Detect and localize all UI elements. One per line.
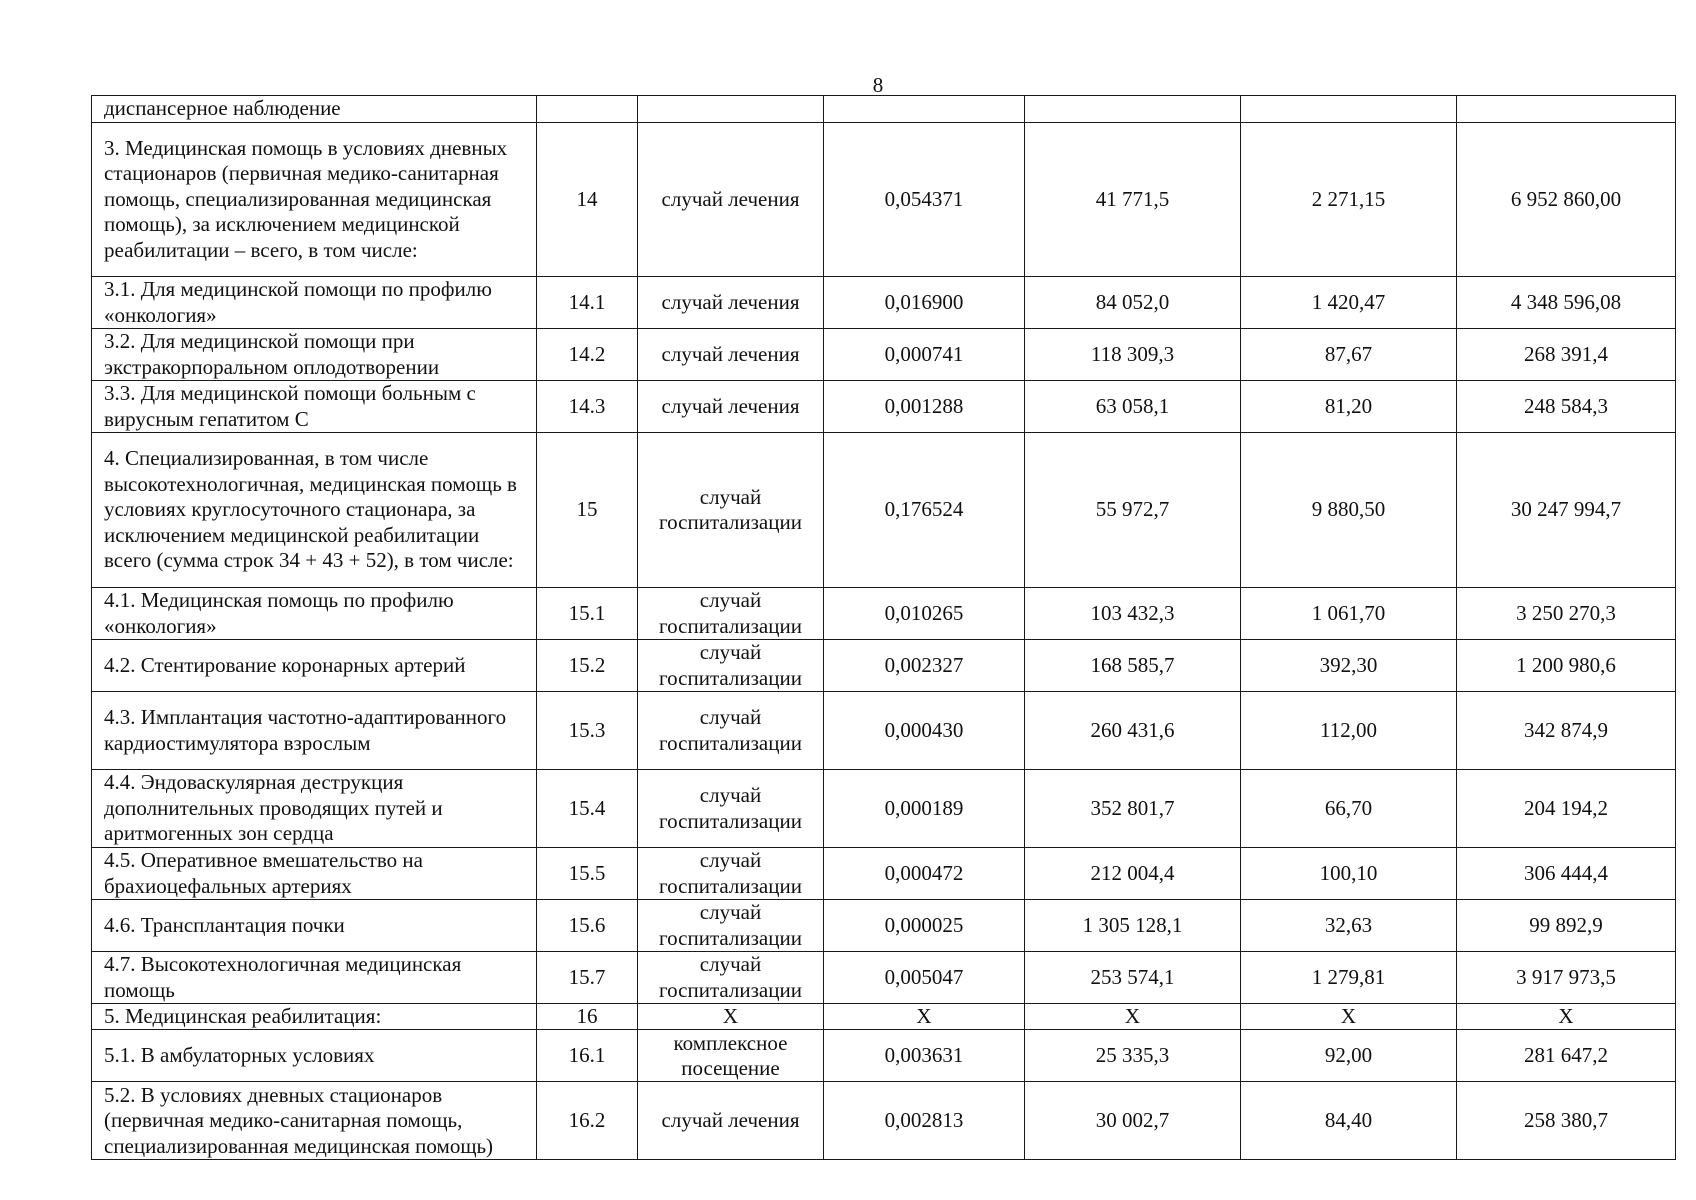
cell-per-capita: 92,00 [1241, 1030, 1457, 1082]
cell-norm-cost: 168 585,7 [1025, 640, 1241, 692]
cell-unit: случай лечения [638, 381, 824, 433]
cell-per-capita: 1 061,70 [1241, 588, 1457, 640]
cell-name: 5. Медицинская реабилитация: [92, 1004, 537, 1030]
cell-line-number: 15.7 [537, 952, 638, 1004]
cell-line-number: 15.3 [537, 692, 638, 770]
cell-per-capita: 1 420,47 [1241, 277, 1457, 329]
table-row [92, 433, 1676, 588]
cell-norm-cost [1025, 96, 1241, 123]
cell-unit: случай госпитализации [638, 692, 824, 770]
cell-norm-volume: 0,000741 [824, 329, 1025, 381]
cell-total: 306 444,4 [1457, 848, 1676, 900]
table-row [92, 1030, 1676, 1082]
cell-unit: случай госпитализации [638, 640, 824, 692]
cell-per-capita: 81,20 [1241, 381, 1457, 433]
table-row [92, 900, 1676, 952]
cell-name: 4.4. Эндоваскулярная деструкция дополнительных проводящих путей и аритмогенных зон сердца [92, 770, 537, 848]
cell-norm-volume: 0,003631 [824, 1030, 1025, 1082]
cell-total: 1 200 980,6 [1457, 640, 1676, 692]
cell-norm-cost: 212 004,4 [1025, 848, 1241, 900]
cell-name: 4.2. Стентирование коронарных артерий [92, 640, 537, 692]
table-row [92, 381, 1676, 433]
cell-name: диспансерное наблюдение [92, 96, 537, 123]
cell-total: X [1457, 1004, 1676, 1030]
cell-total: 4 348 596,08 [1457, 277, 1676, 329]
cell-line-number: 15.1 [537, 588, 638, 640]
cell-norm-cost: 41 771,5 [1025, 123, 1241, 277]
cell-total: 268 391,4 [1457, 329, 1676, 381]
cell-per-capita: X [1241, 1004, 1457, 1030]
table-row [92, 588, 1676, 640]
cell-unit: комплексное посещение [638, 1030, 824, 1082]
table-row [92, 1004, 1676, 1030]
cell-line-number: 15 [537, 433, 638, 588]
cell-per-capita: 32,63 [1241, 900, 1457, 952]
cell-line-number [537, 96, 638, 123]
page-number: 8 [872, 73, 884, 97]
cell-per-capita: 84,40 [1241, 1082, 1457, 1160]
cell-norm-cost: 352 801,7 [1025, 770, 1241, 848]
cell-total: 248 584,3 [1457, 381, 1676, 433]
cell-unit: случай госпитализации [638, 900, 824, 952]
cell-norm-cost: 253 574,1 [1025, 952, 1241, 1004]
cell-name: 4.6. Трансплантация почки [92, 900, 537, 952]
cell-per-capita: 87,67 [1241, 329, 1457, 381]
cell-total: 30 247 994,7 [1457, 433, 1676, 588]
table-row [92, 692, 1676, 770]
cell-norm-cost: 1 305 128,1 [1025, 900, 1241, 952]
cell-unit: случай лечения [638, 123, 824, 277]
cell-unit: случай госпитализации [638, 952, 824, 1004]
cell-norm-cost: 25 335,3 [1025, 1030, 1241, 1082]
cell-unit: случай госпитализации [638, 588, 824, 640]
cell-unit: случай госпитализации [638, 433, 824, 588]
cell-name: 3.3. Для медицинской помощи больным с вирусным гепатитом С [92, 381, 537, 433]
cell-line-number: 14 [537, 123, 638, 277]
program-table [91, 95, 1676, 1160]
cell-line-number: 16.1 [537, 1030, 638, 1082]
cell-total: 3 250 270,3 [1457, 588, 1676, 640]
cell-per-capita [1241, 96, 1457, 123]
cell-unit: X [638, 1004, 824, 1030]
cell-unit: случай госпитализации [638, 848, 824, 900]
cell-norm-volume: 0,000025 [824, 900, 1025, 952]
cell-total: 6 952 860,00 [1457, 123, 1676, 277]
table-row [92, 952, 1676, 1004]
cell-total: 99 892,9 [1457, 900, 1676, 952]
table-row [92, 770, 1676, 848]
cell-name: 4.3. Имплантация частотно-адаптированного кардиостимулятора взрослым [92, 692, 537, 770]
cell-unit: случай лечения [638, 277, 824, 329]
cell-line-number: 15.2 [537, 640, 638, 692]
cell-unit [638, 96, 824, 123]
cell-norm-volume: X [824, 1004, 1025, 1030]
cell-name: 5.1. В амбулаторных условиях [92, 1030, 537, 1082]
cell-norm-volume: 0,000430 [824, 692, 1025, 770]
cell-norm-volume: 0,000472 [824, 848, 1025, 900]
cell-norm-cost: 55 972,7 [1025, 433, 1241, 588]
table-row [92, 329, 1676, 381]
cell-norm-volume: 0,002813 [824, 1082, 1025, 1160]
cell-line-number: 14.1 [537, 277, 638, 329]
cell-line-number: 15.5 [537, 848, 638, 900]
cell-norm-volume: 0,016900 [824, 277, 1025, 329]
cell-name: 3.2. Для медицинской помощи при экстракорпоральном оплодотворении [92, 329, 537, 381]
cell-total: 258 380,7 [1457, 1082, 1676, 1160]
cell-total: 204 194,2 [1457, 770, 1676, 848]
cell-line-number: 14.2 [537, 329, 638, 381]
table-row [92, 277, 1676, 329]
cell-norm-cost: 103 432,3 [1025, 588, 1241, 640]
cell-line-number: 16.2 [537, 1082, 638, 1160]
cell-norm-cost: 118 309,3 [1025, 329, 1241, 381]
cell-unit: случай лечения [638, 1082, 824, 1160]
cell-line-number: 16 [537, 1004, 638, 1030]
cell-norm-volume: 0,054371 [824, 123, 1025, 277]
cell-name: 4.7. Высокотехнологичная медицинская помощь [92, 952, 537, 1004]
table-row [92, 848, 1676, 900]
table-row [92, 640, 1676, 692]
cell-name: 4.5. Оперативное вмешательство на брахиоцефальных артериях [92, 848, 537, 900]
cell-norm-volume: 0,005047 [824, 952, 1025, 1004]
cell-norm-cost: 30 002,7 [1025, 1082, 1241, 1160]
cell-norm-volume: 0,002327 [824, 640, 1025, 692]
cell-total [1457, 96, 1676, 123]
cell-total: 3 917 973,5 [1457, 952, 1676, 1004]
cell-per-capita: 392,30 [1241, 640, 1457, 692]
cell-line-number: 15.6 [537, 900, 638, 952]
table-body [92, 96, 1676, 1160]
table-row [92, 123, 1676, 277]
table-row [92, 1082, 1676, 1160]
cell-norm-volume [824, 96, 1025, 123]
cell-norm-cost: 63 058,1 [1025, 381, 1241, 433]
cell-per-capita: 2 271,15 [1241, 123, 1457, 277]
cell-per-capita: 100,10 [1241, 848, 1457, 900]
cell-unit: случай госпитализации [638, 770, 824, 848]
cell-per-capita: 112,00 [1241, 692, 1457, 770]
cell-name: 4.1. Медицинская помощь по профилю «онкология» [92, 588, 537, 640]
cell-per-capita: 9 880,50 [1241, 433, 1457, 588]
cell-name: 3. Медицинская помощь в условиях дневных стационаров (первичная медико-санитарная помощь, специализированная медицинская помощь), за исключением медицинской реабилитации – всего, в том числе: [92, 123, 537, 277]
cell-per-capita: 1 279,81 [1241, 952, 1457, 1004]
cell-name: 4. Специализированная, в том числе высокотехнологичная, медицинская помощь в условиях круглосуточного стационара, за исключением медицинской реабилитации всего (сумма строк 34 + 43 + 52), в том числе: [92, 433, 537, 588]
cell-norm-volume: 0,000189 [824, 770, 1025, 848]
cell-per-capita: 66,70 [1241, 770, 1457, 848]
cell-norm-cost: 260 431,6 [1025, 692, 1241, 770]
cell-norm-cost: X [1025, 1004, 1241, 1030]
cell-norm-volume: 0,001288 [824, 381, 1025, 433]
table-row [92, 96, 1676, 123]
cell-unit: случай лечения [638, 329, 824, 381]
cell-name: 5.2. В условиях дневных стационаров (первичная медико-санитарная помощь, специализированная медицинская помощь) [92, 1082, 537, 1160]
cell-line-number: 14.3 [537, 381, 638, 433]
cell-line-number: 15.4 [537, 770, 638, 848]
cell-norm-volume: 0,010265 [824, 588, 1025, 640]
cell-total: 281 647,2 [1457, 1030, 1676, 1082]
cell-norm-volume: 0,176524 [824, 433, 1025, 588]
cell-name: 3.1. Для медицинской помощи по профилю «онкология» [92, 277, 537, 329]
cell-norm-cost: 84 052,0 [1025, 277, 1241, 329]
cell-total: 342 874,9 [1457, 692, 1676, 770]
